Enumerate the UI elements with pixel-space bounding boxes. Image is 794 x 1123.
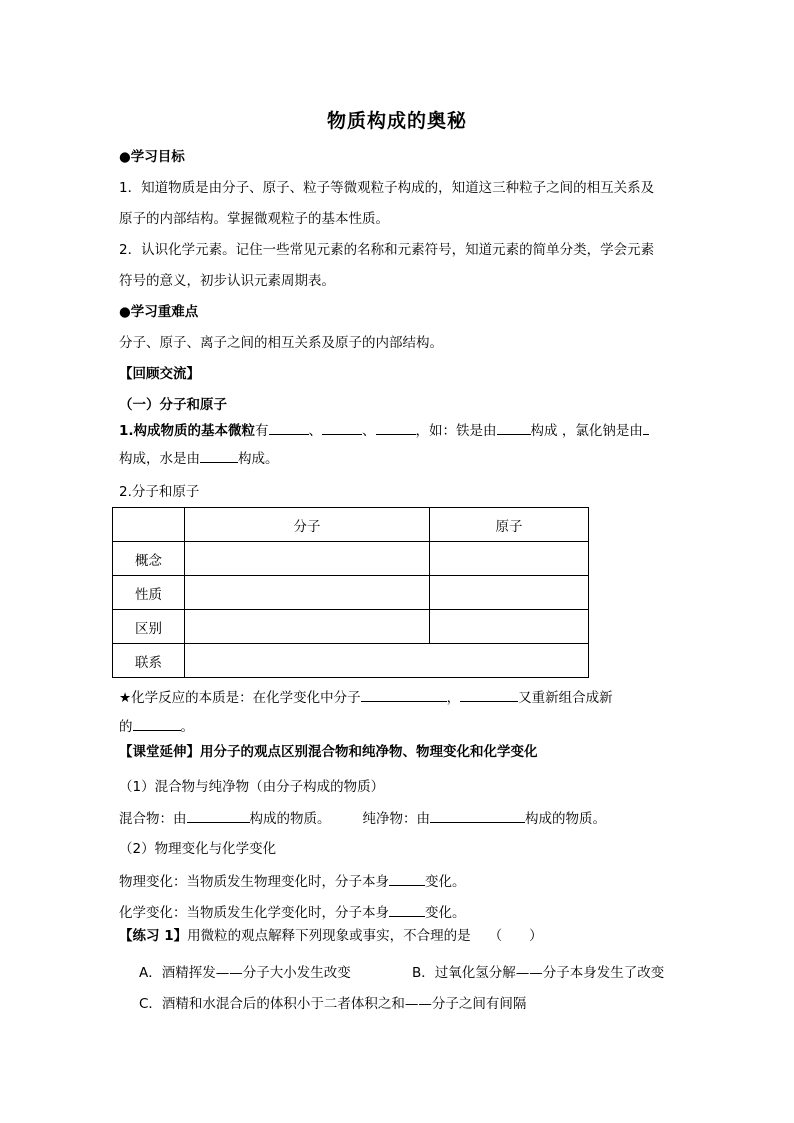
table-row [113, 644, 589, 678]
question-1-line-1: 1.构成物质的基本微粒有 、 、 ，如：铁是由 构成 ，氯化钠是由 [119, 421, 649, 440]
option-a[interactable]: A．酒精挥发——分子大小发生改变 [139, 965, 351, 981]
review-heading: 【回顾交流】 [119, 366, 200, 382]
reaction-line-1: ★化学反应的本质是：在化学变化中分子 ， 又重新组合成新 [119, 690, 613, 706]
extension-heading: 【课堂延伸】用分子的观点区别混合物和纯净物、物理变化和化学变化 [119, 744, 538, 760]
reaction-line-2: 的 。 [119, 719, 194, 735]
blank [187, 809, 250, 823]
table-cell[interactable] [185, 542, 430, 576]
table-row [113, 542, 589, 576]
row-label: 性质 [113, 576, 185, 610]
blank [361, 688, 447, 702]
change-heading: （2）物理变化与化学变化 [119, 841, 277, 857]
table-row [113, 610, 589, 644]
blank [430, 809, 525, 823]
option-b[interactable]: B．过氧化氢分解——分子本身发生了改变 [412, 965, 665, 981]
table-header: 分子 [185, 508, 430, 542]
blank [322, 421, 362, 435]
blank [460, 688, 518, 702]
blank [389, 872, 425, 886]
blank [133, 717, 181, 731]
chemical-change-line: 化学变化：当物质发生化学变化时，分子本身 变化。 [119, 905, 466, 921]
table-header [113, 508, 185, 542]
answer-paren[interactable]: （ ） [488, 928, 543, 944]
goal-1-line-1: 1．知道物质是由分子、原子、粒子等微观粒子构成的，知道这三种粒子之间的相互关系及 [119, 180, 655, 196]
option-c[interactable]: C．酒精和水混合后的体积小于二者体积之和——分子之间有间隔 [139, 996, 527, 1012]
blank [643, 421, 649, 435]
blank [497, 421, 531, 435]
keypoints-text: 分子、原子、离子之间的相互关系及原子的内部结构。 [119, 335, 443, 351]
blank [269, 421, 309, 435]
row-label: 区别 [113, 610, 185, 644]
goal-2-line-2: 符号的意义，初步认识元素周期表。 [119, 273, 335, 289]
table-cell[interactable] [430, 576, 589, 610]
exercise-1: 【练习 1】用微粒的观点解释下列现象或事实，不合理的是 （ ） [119, 928, 543, 944]
row-label: 概念 [113, 542, 185, 576]
goal-1-line-2: 原子的内部结构。掌握微观粒子的基本性质。 [119, 211, 389, 227]
table-cell[interactable] [185, 610, 430, 644]
table-header: 原子 [430, 508, 589, 542]
row-label: 联系 [113, 644, 185, 678]
blank [389, 903, 425, 917]
question-2-heading: 2.分子和原子 [119, 484, 200, 500]
mix-line: 混合物：由 构成的物质。 纯净物：由 构成的物质。 [119, 811, 606, 827]
table-row [113, 576, 589, 610]
table-cell[interactable] [185, 576, 430, 610]
question-1-label: 1.构成物质的基本微粒 [119, 423, 256, 439]
table-cell[interactable] [430, 610, 589, 644]
blank [376, 421, 416, 435]
table-header-row [113, 508, 589, 542]
physical-change-line: 物理变化：当物质发生物理变化时，分子本身 变化。 [119, 874, 466, 890]
molecule-atom-table [112, 507, 589, 678]
goals-heading: ●学习目标 [119, 149, 185, 165]
part1-heading: （一）分子和原子 [119, 397, 227, 413]
page-title: 物质构成的奥秘 [326, 110, 467, 132]
question-1-line-2: 构成，水是由 构成。 [119, 451, 279, 467]
table-cell[interactable] [430, 542, 589, 576]
blank [200, 449, 238, 463]
keypoints-heading: ●学习重难点 [119, 304, 199, 320]
table-cell[interactable] [185, 644, 589, 678]
mix-heading: （1）混合物与纯净物（由分子构成的物质） [119, 779, 385, 795]
exercise-label: 【练习 1】 [119, 928, 188, 944]
goal-2-line-1: 2．认识化学元素。记住一些常见元素的名称和元素符号，知道元素的简单分类，学会元素 [119, 242, 655, 258]
